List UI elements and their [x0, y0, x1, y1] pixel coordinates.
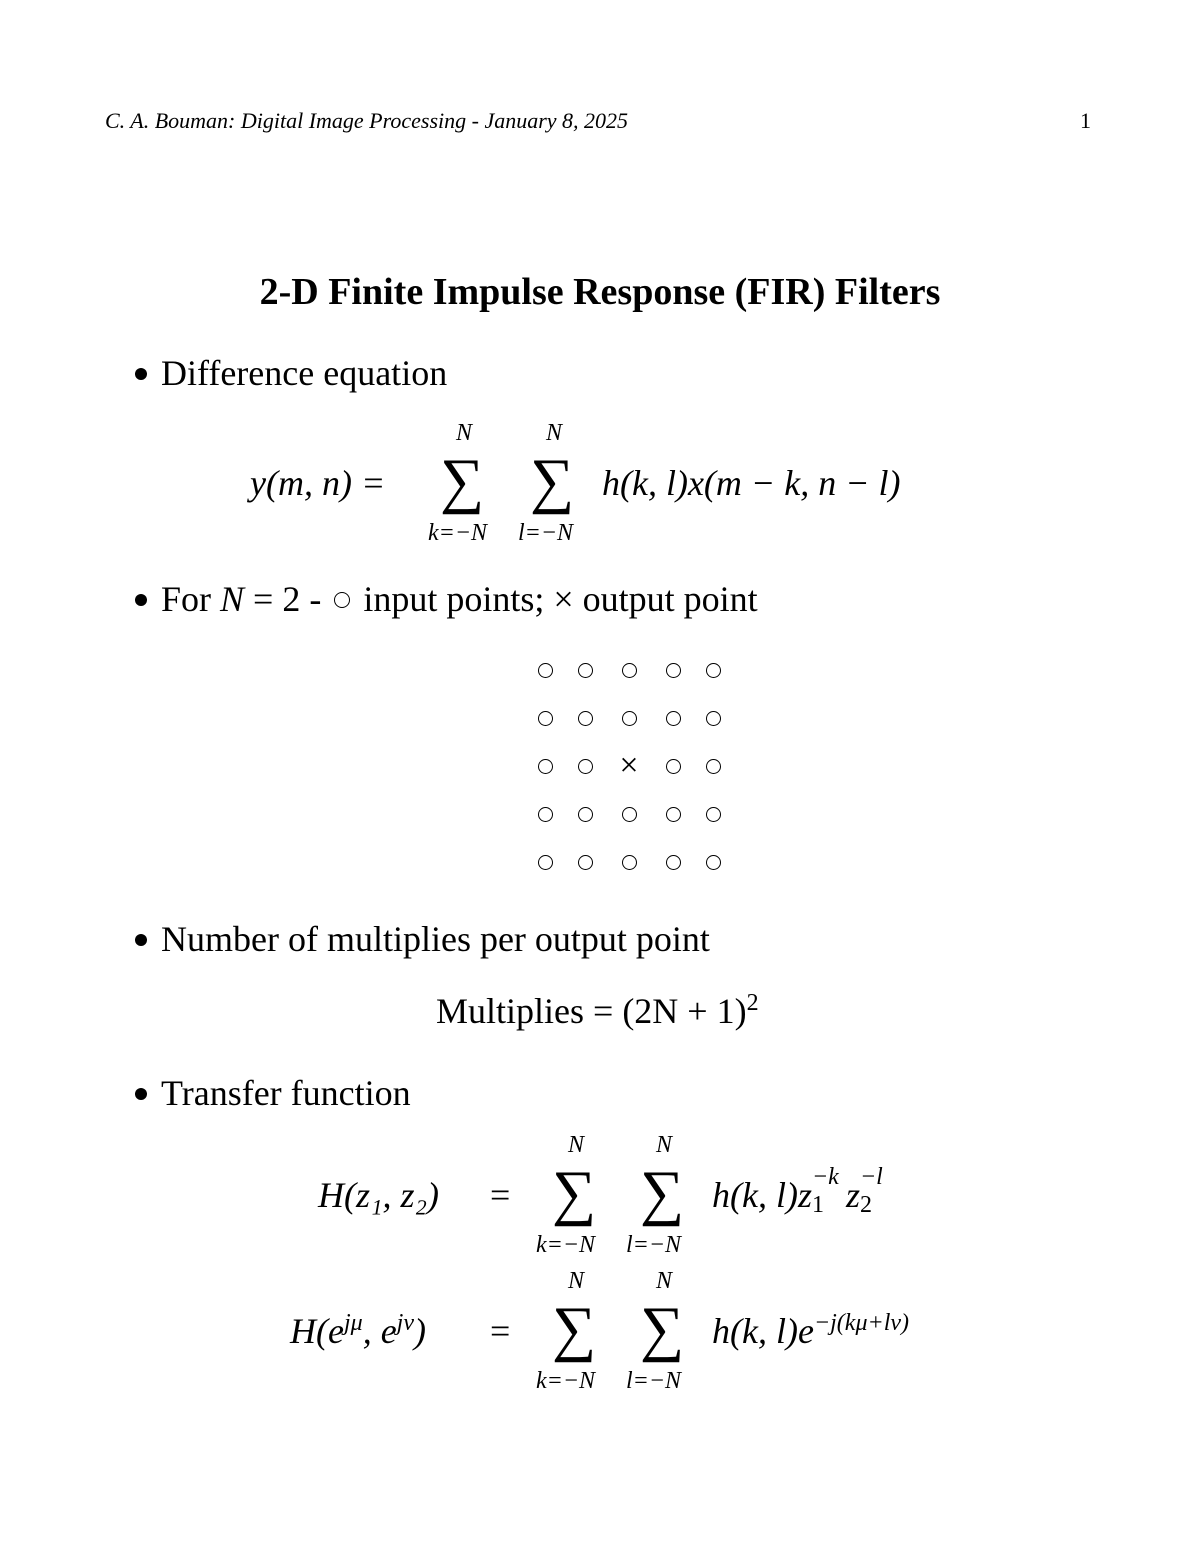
sigma-symbol: ∑	[440, 447, 485, 515]
bullet-text: Number of multiplies per output point	[161, 919, 710, 959]
output-point-text: output point	[582, 579, 758, 619]
bullet-dot	[135, 368, 147, 380]
input-point-circle	[614, 807, 644, 822]
filter-support-grid	[530, 655, 730, 880]
multiplies-rhs: = (2N + 1)	[593, 991, 747, 1031]
sum-lower-limit: k=−N	[536, 1232, 596, 1258]
equals-sign: =	[490, 1175, 511, 1215]
input-point-circle	[698, 807, 728, 822]
sum-upper-limit: N	[656, 1132, 673, 1158]
transfer-function-frequency	[290, 1268, 990, 1403]
input-point-circle	[570, 663, 600, 678]
bullet-difference-equation	[135, 352, 447, 394]
equation-lhs: H(z₁, z₂)	[318, 1175, 440, 1215]
sum-lower-limit: l=−N	[626, 1368, 682, 1394]
input-point-circle	[530, 759, 560, 774]
bullet-text: Transfer function	[161, 1073, 411, 1113]
sigma-symbol: ∑	[552, 1295, 597, 1363]
input-point-circle	[658, 711, 688, 726]
sum-lower-limit: k=−N	[536, 1368, 596, 1394]
input-point-circle	[698, 711, 728, 726]
sum-lower-limit: l=−N	[626, 1232, 682, 1258]
sum-lower-limit: k=−N	[428, 520, 488, 546]
equation-rhs: h(k, $l)e^{-j(k\mu+l\nu)}$	[712, 1310, 909, 1351]
page-title: 2-D Finite Impulse Response (FIR) Filters	[259, 271, 941, 313]
sum-upper-limit: N	[568, 1132, 585, 1158]
input-point-circle	[698, 759, 728, 774]
page-number: 1	[1080, 108, 1091, 133]
input-point-circle	[614, 711, 644, 726]
sum-upper-limit: N	[656, 1268, 673, 1294]
input-point-circle	[530, 855, 560, 870]
sigma-symbol: ∑	[640, 1295, 685, 1363]
running-header: C. A. Bouman: Digital Image Processing - January 8, 2025	[105, 108, 629, 133]
input-point-circle	[530, 711, 560, 726]
multiplies-label: Multiplies	[436, 991, 585, 1031]
bullet-for-n	[135, 578, 758, 620]
input-point-circle	[614, 855, 644, 870]
sum-upper-limit: N	[456, 420, 473, 446]
difference-equation	[250, 420, 970, 555]
equation-lhs: y(m, n) =	[250, 463, 386, 503]
transfer-function-z	[290, 1132, 990, 1267]
input-point-circle	[658, 663, 688, 678]
bullet-dot	[135, 934, 147, 946]
input-point-circle	[530, 663, 560, 678]
equation-rhs: h(k, l)x(m − k, n − l)	[602, 463, 901, 503]
bullet-text: For	[161, 579, 212, 619]
input-point-circle	[658, 855, 688, 870]
input-point-circle	[614, 663, 644, 678]
equation-rhs: h(k, l)z −k 1 z −l 2	[712, 1164, 883, 1218]
bullet-transfer-function	[135, 1072, 411, 1114]
multiplies-equation	[436, 990, 759, 1032]
input-point-circle	[658, 807, 688, 822]
sum-upper-limit: N	[546, 420, 563, 446]
variable-n: N	[220, 579, 245, 619]
bullet-dot	[135, 594, 147, 606]
circle-icon	[334, 592, 350, 608]
input-point-circle	[570, 711, 600, 726]
input-points-text: input points;	[363, 579, 545, 619]
input-point-circle	[658, 759, 688, 774]
equation-lhs: $H(e^{j\mu}$, $e^{j\nu}$)	[290, 1310, 426, 1351]
sigma-symbol: ∑	[640, 1159, 685, 1227]
input-point-circle	[570, 855, 600, 870]
sigma-symbol: ∑	[530, 447, 575, 515]
output-point-cross: ×	[619, 747, 639, 784]
input-point-circle	[530, 807, 560, 822]
input-point-circle	[698, 663, 728, 678]
input-point-circle	[570, 759, 600, 774]
sum-lower-limit: l=−N	[518, 520, 574, 546]
equals-sign: =	[490, 1311, 511, 1351]
cross-icon: ×	[553, 579, 574, 619]
bullet-multiplies	[135, 918, 710, 960]
sigma-symbol: ∑	[552, 1159, 597, 1227]
equals-two: = 2 -	[253, 579, 322, 619]
input-point-circle	[698, 855, 728, 870]
bullet-text: Difference equation	[161, 353, 448, 393]
input-point-circle	[570, 807, 600, 822]
exponent: 2	[746, 990, 759, 1016]
bullet-dot	[135, 1088, 147, 1100]
sum-upper-limit: N	[568, 1268, 585, 1294]
